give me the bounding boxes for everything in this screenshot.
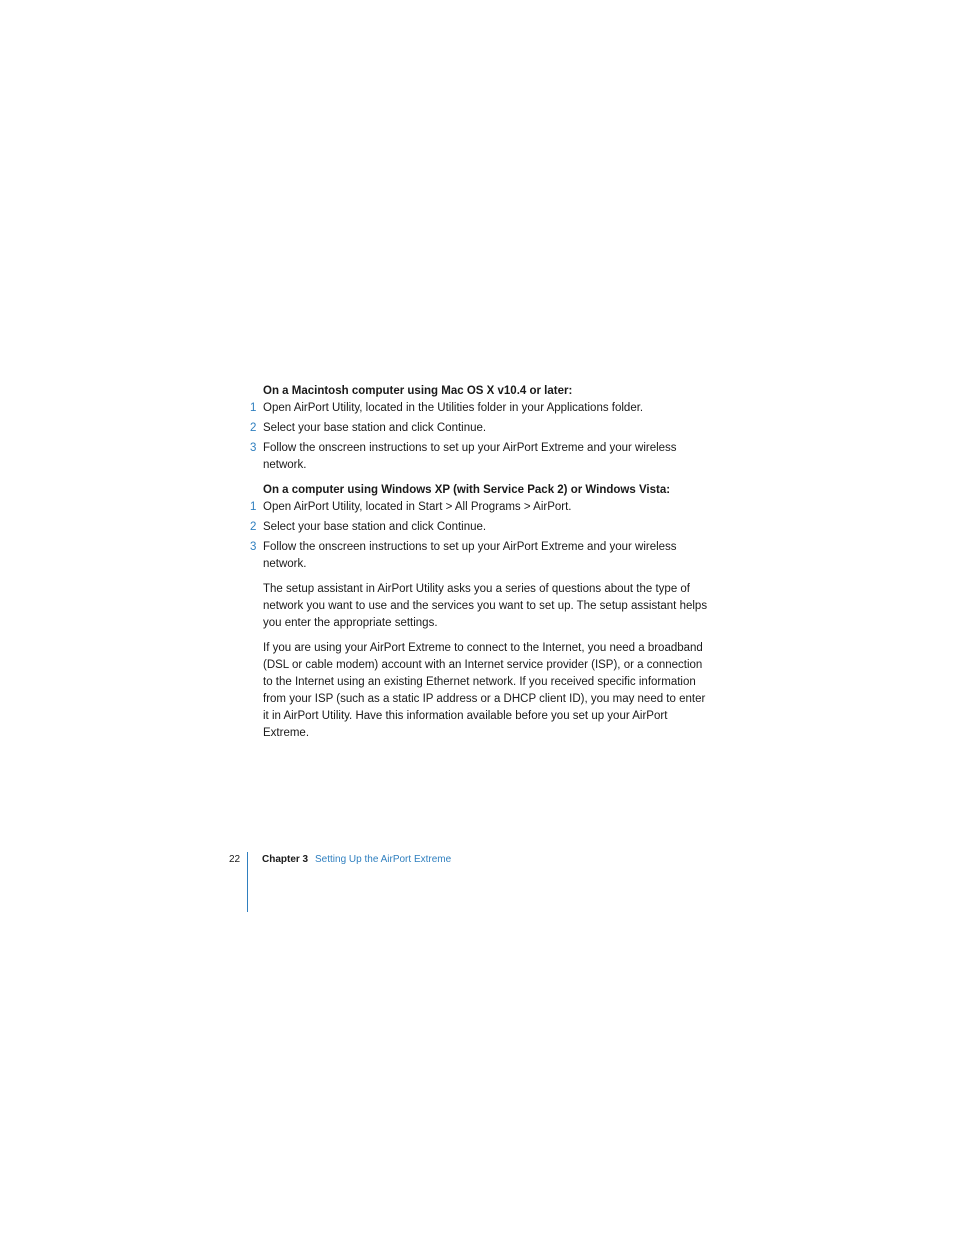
footer-divider <box>247 852 248 912</box>
chapter-label: Chapter 3 <box>262 854 309 865</box>
page-content <box>250 383 713 750</box>
step-item <box>250 519 713 536</box>
step-text: Select your base station and click Continue. <box>263 422 487 434</box>
step-text: Follow the onscreen instructions to set up your AirPort Extreme and your wireless network. <box>263 442 677 471</box>
step-text: Open AirPort Utility, located in Start > All Programs > AirPort. <box>263 501 572 513</box>
body-paragraph-setup-assistant: The setup assistant in AirPort Utility asks you a series of questions about the type of network you want to use and the services you want to set up. The setup assistant helps you enter the appropriate settings. <box>263 583 708 629</box>
step-item <box>250 440 713 474</box>
step-item <box>250 499 713 516</box>
step-number: 2 <box>250 422 257 434</box>
step-number: 3 <box>250 442 257 454</box>
body-paragraph-isp-info: If you are using your AirPort Extreme to connect to the Internet, you need a broadband (DSL or cable modem) account with an Internet service provider (ISP), or a connection to the Internet using an existing Ethernet network. If you received specific information from your ISP (such as a static IP address or a DHCP client ID), you may need to enter it in AirPort Utility. Have this information available before you set up your AirPort Extreme. <box>263 642 706 739</box>
step-text: Select your base station and click Continue. <box>263 521 487 533</box>
step-item <box>250 539 713 573</box>
section-heading-windows: On a computer using Windows XP (with Service Pack 2) or Windows Vista: <box>263 484 671 496</box>
section-heading-mac: On a Macintosh computer using Mac OS X v10.4 or later: <box>263 385 573 397</box>
step-text: Open AirPort Utility, located in the Utilities folder in your Applications folder. <box>263 402 644 414</box>
step-number: 2 <box>250 521 257 533</box>
windows-steps-list <box>250 499 713 573</box>
chapter-title: Setting Up the AirPort Extreme <box>315 854 452 865</box>
windows-instructions-section <box>250 482 713 573</box>
mac-steps-list <box>250 400 713 474</box>
step-item <box>250 420 713 437</box>
page-number: 22 <box>229 854 241 865</box>
step-item <box>250 400 713 417</box>
mac-instructions-section <box>250 383 713 474</box>
step-number: 1 <box>250 402 257 414</box>
page-footer <box>0 852 954 912</box>
step-number: 1 <box>250 501 257 513</box>
step-text: Follow the onscreen instructions to set up your AirPort Extreme and your wireless network. <box>263 541 677 570</box>
step-number: 3 <box>250 541 257 553</box>
